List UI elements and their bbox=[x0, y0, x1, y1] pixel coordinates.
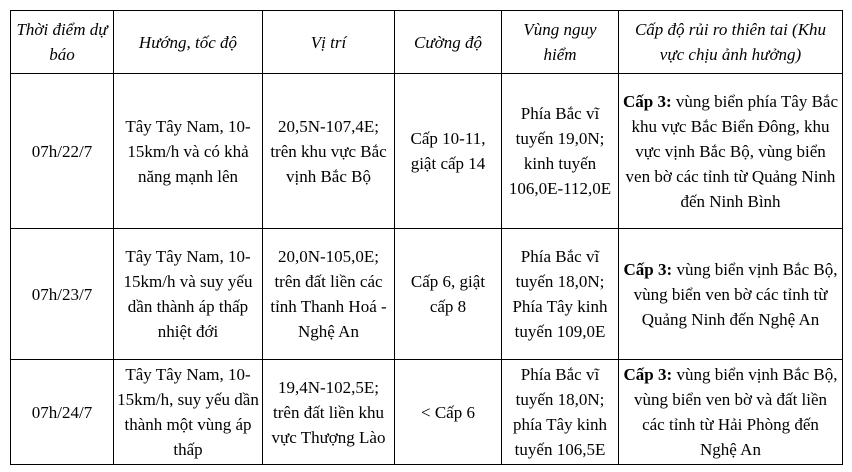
risk-area-text: vùng biển vịnh Bắc Bộ, vùng biển ven bờ và đất liền các tỉnh từ Hải Phòng đến Nghệ An bbox=[633, 365, 838, 459]
header-intensity: Cường độ bbox=[395, 11, 502, 74]
cell-intensity: < Cấp 6 bbox=[395, 360, 502, 465]
cell-position: 20,0N-105,0E; trên đất liền các tỉnh Thanh Hoá - Nghệ An bbox=[263, 229, 395, 360]
cell-intensity: Cấp 10-11, giật cấp 14 bbox=[395, 74, 502, 229]
cell-risk bbox=[619, 74, 843, 229]
cell-danger-zone: Phía Bắc vĩ tuyến 18,0N; Phía Tây kinh tuyến 109,0E bbox=[502, 229, 619, 360]
risk-level-label: Cấp 3: bbox=[623, 365, 673, 384]
cell-direction: Tây Tây Nam, 10-15km/h, suy yếu dần thành một vùng áp thấp bbox=[114, 360, 263, 465]
cell-risk bbox=[619, 229, 843, 360]
cell-time: 07h/22/7 bbox=[11, 74, 114, 229]
table-header-row bbox=[11, 11, 843, 74]
cell-direction: Tây Tây Nam, 10-15km/h và có khả năng mạnh lên bbox=[114, 74, 263, 229]
header-danger-zone: Vùng nguy hiểm bbox=[502, 11, 619, 74]
header-risk-level: Cấp độ rủi ro thiên tai (Khu vực chịu ảnh hưởng) bbox=[619, 11, 843, 74]
cell-time: 07h/24/7 bbox=[11, 360, 114, 465]
table-row bbox=[11, 74, 843, 229]
storm-forecast-table bbox=[10, 10, 843, 465]
header-position: Vị trí bbox=[263, 11, 395, 74]
risk-area-text: vùng biển vịnh Bắc Bộ, vùng biển ven bờ các tỉnh từ Quảng Ninh đến Nghệ An bbox=[633, 259, 838, 329]
cell-time: 07h/23/7 bbox=[11, 229, 114, 360]
header-direction-speed: Hướng, tốc độ bbox=[114, 11, 263, 74]
cell-danger-zone: Phía Bắc vĩ tuyến 18,0N; phía Tây kinh tuyến 106,5E bbox=[502, 360, 619, 465]
risk-level-label: Cấp 3: bbox=[623, 259, 673, 279]
cell-risk bbox=[619, 360, 843, 465]
cell-position: 19,4N-102,5E; trên đất liền khu vực Thượng Lào bbox=[263, 360, 395, 465]
cell-direction: Tây Tây Nam, 10-15km/h và suy yếu dần thành áp thấp nhiệt đới bbox=[114, 229, 263, 360]
cell-danger-zone: Phía Bắc vĩ tuyến 19,0N; kinh tuyến 106,0E-112,0E bbox=[502, 74, 619, 229]
cell-intensity: Cấp 6, giật cấp 8 bbox=[395, 229, 502, 360]
table-row bbox=[11, 229, 843, 360]
table-row bbox=[11, 360, 843, 465]
cell-position: 20,5N-107,4E; trên khu vực Bắc vịnh Bắc Bộ bbox=[263, 74, 395, 229]
risk-area-text: vùng biển phía Tây Bắc khu vực Bắc Biển Đông, khu vực vịnh Bắc Bộ, vùng biển ven bờ các tỉnh từ Quảng Ninh đến Ninh Bình bbox=[625, 91, 838, 211]
header-forecast-time: Thời điểm dự báo bbox=[11, 11, 114, 74]
risk-level-label: Cấp 3: bbox=[623, 91, 672, 111]
